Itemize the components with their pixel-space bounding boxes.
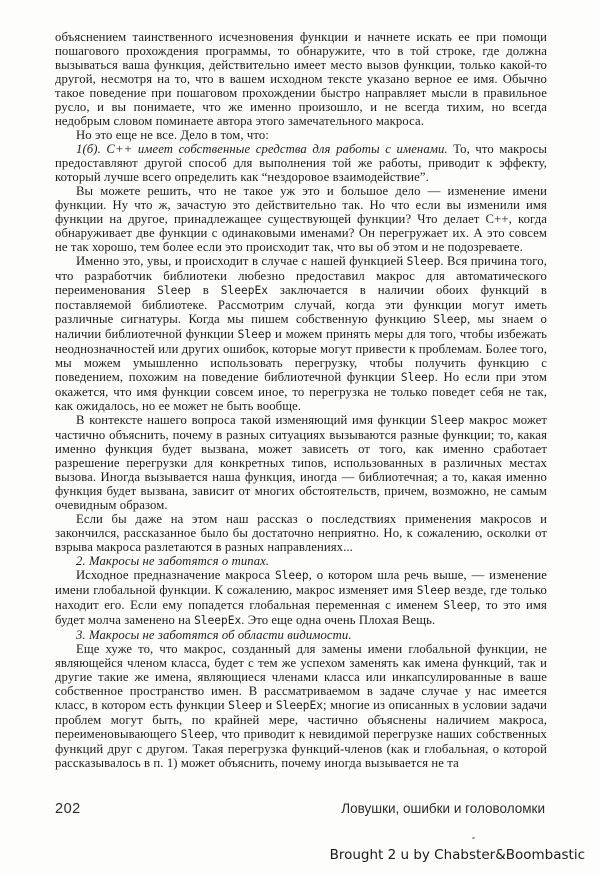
text-run: . Но если при этом окажется, что имя функции совсем иное, то перегрузка не только поведет себя не так, как ожидалось, но ее может не быть вообще. — [55, 370, 547, 413]
text-run: ; многие из описанных в условии задачи проблем могут быть, по крайней мере, частично объяснены наличием макроса, переименовывающего — [55, 698, 547, 741]
page-footer — [55, 801, 545, 817]
page-number: 202 — [55, 801, 81, 817]
text-run: и — [261, 698, 276, 712]
text-run: Но это еще не все. Дело в том, что: — [76, 128, 269, 142]
text-run: , что приводит к невидимой перегрузке наших собственных функций друг с другом. Такая перегрузка функций-членов (как и глобальная, о которой рассказывалось в п. 1) может объяснить, почему иногда вызывается не та — [55, 727, 547, 770]
text-run: . Вся причина того, что разработчик библиотеки любезно предоставил макрос для автоматического переименования — [55, 254, 548, 297]
watermark-credit: Brought 2 u by Chabster&Boombastic — [329, 847, 585, 863]
page-body-text — [55, 30, 547, 770]
text-run: , то это имя будет молча заменено на — [55, 598, 547, 627]
scan-speck — [472, 837, 475, 839]
paragraph — [55, 628, 547, 642]
paragraph — [55, 512, 547, 554]
text-run: макрос может частично объяснить, почему в разных ситуациях вызываются разные функции; то, какая именно функция будет вызвана, может зависеть от того, как именно сработает разрешение перегрузки для конкретных типов, использованных в различных местах вызова. Иногда вызывается наша функция, иногда — библиотечная; а то, какая именно функция будет вызвана, зависит от многих обстоятельств, причем, возможно, не самым очевидным образом. — [55, 413, 547, 512]
code-identifier: Sleep — [443, 599, 478, 612]
code-identifier: Sleep — [406, 255, 441, 268]
paragraph — [55, 30, 547, 128]
text-run: в — [190, 283, 221, 297]
italic-text-run: 2. Макросы не заботятся о типах. — [76, 554, 270, 568]
text-run: , о котором шла речь выше, — изменение имени глобальной функции. К сожалению, макрос изменяет имя — [55, 568, 547, 597]
text-run: Вы можете решить, что не такое уж это и большое дело — изменение имени функции. Ну что ж, зачастую это действительно так. Но что если вы изменили имя функции на другое, принадлежащее существующей функции? Что делает С++, когда обнаруживает две функции с одинаковыми именами? Он перегружает их. А это совсем не так хорошо, тем более если это происходит так, что вы об этом и не подозреваете. — [55, 184, 547, 254]
italic-text-run: 3. Макросы не заботятся об области видимости. — [76, 628, 352, 642]
code-identifier: Sleep — [416, 584, 451, 597]
text-run: заключается в наличии обоих функций в поставляемой библиотеке. Рассмотрим случай, когда эти функции могут иметь различные сигнатуры. Когда мы пишем собственную функцию — [55, 283, 547, 326]
paragraph — [55, 568, 547, 628]
code-identifier: Sleep — [157, 284, 191, 297]
text-run: , мы знаем о наличии библиотечной функции — [55, 312, 547, 341]
paragraph — [55, 142, 547, 184]
text-run: объяснением таинственного исчезновения функции и начнете искать ее при помощи пошагового прохождения программы, то обнаружите, что в той строке, где должна вызываться ваша функция, действительно имеет место вызов функции, только какой-то другой, несмотря на то, что в вашем исходном тексте указано верное ее имя. Обычно такое поведение при пошаговом прохождении быстро направляет мысли в правильное русло, и вы понимаете, что же именно произошло, и не всегда тихим, но всегда недобрым словом поминаете автора этого замечательного макроса. — [55, 30, 547, 128]
code-identifier: Sleep — [228, 699, 262, 712]
code-identifier: Sleep — [400, 371, 435, 384]
text-run: Исходное предназначение макроса — [76, 568, 275, 582]
paragraph — [55, 254, 547, 413]
text-run: везде, где только находит его. Если ему попадется глобальная переменная с именем — [55, 583, 547, 612]
text-run: Именно это, увы, и происходит в случае с нашей функцией — [76, 254, 407, 268]
running-title: Ловушки, ошибки и головоломки — [341, 801, 545, 816]
text-run: . Это еще одна очень Плохая Вещь. — [241, 613, 436, 627]
paragraph — [55, 184, 547, 254]
code-identifier: SleepEx — [220, 284, 268, 297]
code-identifier: SleepEx — [275, 699, 323, 712]
paragraph — [55, 128, 547, 142]
text-run: Если бы даже на этом наш рассказ о последствиях применения макросов и закончился, рассказанное было бы достаточно неприятно. Но, к сожалению, осколки от взрыва макроса разлетаются в разных направлениях... — [55, 512, 547, 554]
paragraph — [55, 554, 547, 568]
code-identifier: Sleep — [237, 328, 272, 341]
code-identifier: Sleep — [430, 414, 465, 427]
text-run: То, что макросы предоставляют другой способ для выполнения той же работы, приводит к эффекту, который лучше всего определить как “нездоровое взаимодействие”. — [55, 142, 547, 184]
code-identifier: SleepEx — [194, 614, 242, 627]
paragraph — [55, 642, 547, 770]
text-run: Еще хуже то, что макрос, созданный для замены имени глобальной функции, не являющейся членом класса, будет с тем же успехом заменять как имена функций, так и другие такие же имена, являющиеся членами класса или инкапсулированные в ваше собственное пространство имен. В рассматриваемом в задаче случае у нас имеется класс, в котором есть функции — [55, 642, 547, 712]
code-identifier: Sleep — [180, 728, 215, 741]
italic-text-run: 1(б). С++ имеет собственные средства для работы с именами. — [76, 142, 448, 156]
code-identifier: Sleep — [274, 569, 309, 582]
paragraph — [55, 413, 547, 512]
text-run: и можем принять меры для того, чтобы избежать неоднозначностей или других ошибок, которые могут привести к проблемам. Более того, мы можем умышленно использовать перегрузку, чтобы получить функцию с поведением, похожим на поведение библиотечной функции — [55, 327, 547, 384]
text-run: В контексте нашего вопроса такой изменяющий имя функции — [76, 413, 431, 427]
code-identifier: Sleep — [433, 313, 467, 326]
